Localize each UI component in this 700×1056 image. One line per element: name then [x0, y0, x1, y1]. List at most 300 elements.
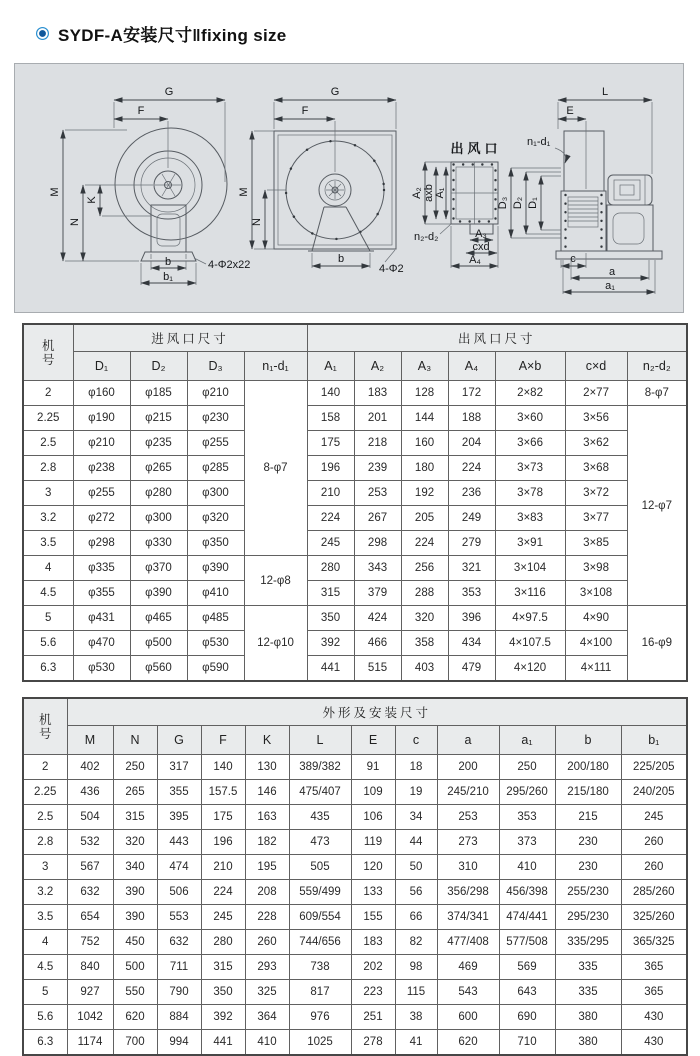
table-cell: 225/205 — [621, 755, 687, 780]
left-side-view — [49, 86, 250, 285]
table-row — [23, 980, 687, 1005]
table-cell: 315 — [307, 581, 354, 606]
table-cell: 265 — [113, 780, 157, 805]
table-row — [23, 531, 687, 556]
table-cell: 18 — [395, 755, 437, 780]
dim-label-a: a — [608, 266, 616, 278]
machine-no-line2: 号 — [38, 726, 52, 741]
table-cell: 710 — [499, 1030, 555, 1056]
table-cell: 358 — [401, 631, 448, 656]
table-cell: 373 — [499, 830, 555, 855]
table-cell: 82 — [395, 930, 437, 955]
dim-label-b-front: b — [337, 253, 345, 265]
table-cell: φ255 — [187, 431, 244, 456]
table-row — [23, 581, 687, 606]
table-cell: 245 — [307, 531, 354, 556]
table-cell: 335 — [555, 955, 621, 980]
table-cell: 175 — [307, 431, 354, 456]
table-cell: 279 — [448, 531, 495, 556]
table-row — [23, 656, 687, 682]
table-cell: 927 — [67, 980, 113, 1005]
table-cell: φ298 — [73, 531, 130, 556]
table-cell: 163 — [245, 805, 289, 830]
table-cell: φ210 — [73, 431, 130, 456]
col-header-b: b — [555, 726, 621, 755]
table-cell: φ280 — [130, 481, 187, 506]
table-cell: φ330 — [130, 531, 187, 556]
table-cell: 215 — [555, 805, 621, 830]
machine-no-cell: 3.2 — [23, 506, 73, 531]
table-cell: 817 — [289, 980, 351, 1005]
machine-no-line2: 号 — [41, 352, 55, 367]
table-cell: 180 — [401, 456, 448, 481]
table-cell: 434 — [448, 631, 495, 656]
table-cell: 245/210 — [437, 780, 499, 805]
table-cell: 115 — [395, 980, 437, 1005]
dim-label-N-left: N — [69, 218, 81, 226]
table-cell: 976 — [289, 1005, 351, 1030]
table-cell: 260 — [245, 930, 289, 955]
table-cell: 298 — [354, 531, 401, 556]
table-cell: 66 — [395, 905, 437, 930]
dim-label-L: L — [601, 86, 609, 98]
table-cell: φ530 — [73, 656, 130, 682]
table-cell: 188 — [448, 406, 495, 431]
machine-no-cell: 6.3 — [23, 1030, 67, 1056]
table-cell: 130 — [245, 755, 289, 780]
table-cell: 2×77 — [565, 381, 627, 406]
table-cell: 620 — [437, 1030, 499, 1056]
table-cell: 356/298 — [437, 880, 499, 905]
col-header-n1d1: n₁-d₁ — [244, 352, 307, 381]
table-cell: 41 — [395, 1030, 437, 1056]
table-cell: 140 — [201, 755, 245, 780]
table-cell: 402 — [67, 755, 113, 780]
col-header-a: a — [437, 726, 499, 755]
table-cell: 192 — [401, 481, 448, 506]
col-header-N: N — [113, 726, 157, 755]
table-cell: φ370 — [130, 556, 187, 581]
table-cell: 215/180 — [555, 780, 621, 805]
table-cell: 353 — [499, 805, 555, 830]
table-cell: 3×68 — [565, 456, 627, 481]
table-cell: 280 — [307, 556, 354, 581]
dim-label-A4: A₄ — [469, 254, 481, 266]
table-cell: 157.5 — [201, 780, 245, 805]
table-row — [23, 955, 687, 980]
table-cell: 577/508 — [499, 930, 555, 955]
table-cell: 317 — [157, 755, 201, 780]
table-cell: φ485 — [187, 606, 244, 631]
table-cell: 325/260 — [621, 905, 687, 930]
table-cell: 321 — [448, 556, 495, 581]
dim-label-M-left: M — [49, 187, 61, 197]
table-cell: φ185 — [130, 381, 187, 406]
table-cell: 474 — [157, 855, 201, 880]
table-cell: 288 — [401, 581, 448, 606]
dim-label-b1-left: b₁ — [163, 271, 173, 283]
dim-label-D3: D₃ — [497, 196, 509, 210]
table-cell: 250 — [113, 755, 157, 780]
table-cell: φ390 — [187, 556, 244, 581]
table-cell: 4×111 — [565, 656, 627, 682]
dim-label-c: c — [570, 253, 576, 265]
table-cell: 119 — [351, 830, 395, 855]
table-cell: 340 — [113, 855, 157, 880]
machine-no-cell: 3 — [23, 855, 67, 880]
table-cell: 240/205 — [621, 780, 687, 805]
table-cell: 260 — [621, 830, 687, 855]
table-cell: 325 — [245, 980, 289, 1005]
table-cell: φ335 — [73, 556, 130, 581]
table-cell: 2×82 — [495, 381, 565, 406]
table-cell: 224 — [307, 506, 354, 531]
table-cell: 643 — [499, 980, 555, 1005]
table-cell: 410 — [499, 855, 555, 880]
table-cell: 310 — [437, 855, 499, 880]
table-cell: 335/295 — [555, 930, 621, 955]
table-cell: 200 — [437, 755, 499, 780]
table-cell: 430 — [621, 1030, 687, 1056]
table-cell: 182 — [245, 830, 289, 855]
table-cell: 738 — [289, 955, 351, 980]
table-cell: 424 — [354, 606, 401, 631]
table-cell: 550 — [113, 980, 157, 1005]
machine-no-cell: 2.8 — [23, 830, 67, 855]
table-cell: 380 — [555, 1030, 621, 1056]
table-cell: 515 — [354, 656, 401, 682]
table-cell: 255/230 — [555, 880, 621, 905]
table-row — [23, 905, 687, 930]
table-cell: 441 — [201, 1030, 245, 1056]
table-cell: 208 — [245, 880, 289, 905]
table-cell: 469 — [437, 955, 499, 980]
table-cell: φ238 — [73, 456, 130, 481]
front-view — [238, 86, 404, 275]
n1d1-cell: 8-φ7 — [244, 381, 307, 556]
technical-drawing — [15, 64, 683, 312]
table-cell: φ590 — [187, 656, 244, 682]
table-cell: 253 — [354, 481, 401, 506]
table-cell: 278 — [351, 1030, 395, 1056]
table-cell: 752 — [67, 930, 113, 955]
hole-note-front: 4-Φ2 — [379, 263, 404, 275]
table-row — [23, 830, 687, 855]
table-row — [23, 805, 687, 830]
table-cell: 196 — [201, 830, 245, 855]
table-cell: φ160 — [73, 381, 130, 406]
table-cell: 253 — [437, 805, 499, 830]
drawing-panel — [14, 63, 684, 313]
table-cell: 396 — [448, 606, 495, 631]
table-cell: φ255 — [73, 481, 130, 506]
table-cell: 364 — [245, 1005, 289, 1030]
page-title: SYDF-A安装尺寸‖fixing size — [58, 26, 287, 45]
table-cell: φ210 — [187, 381, 244, 406]
table-cell: 200/180 — [555, 755, 621, 780]
table-row — [23, 631, 687, 656]
table-cell: 315 — [113, 805, 157, 830]
table-cell: 654 — [67, 905, 113, 930]
table-cell: 410 — [245, 1030, 289, 1056]
dim-label-D2: D₂ — [512, 196, 524, 210]
table-cell: 133 — [351, 880, 395, 905]
table-cell: 3×85 — [565, 531, 627, 556]
table-cell: 91 — [351, 755, 395, 780]
table-row — [23, 606, 687, 631]
dim-label-axb: axb — [423, 184, 435, 202]
table-cell: 609/554 — [289, 905, 351, 930]
table-cell: 392 — [201, 1005, 245, 1030]
table-cell: φ285 — [187, 456, 244, 481]
table-cell: 569 — [499, 955, 555, 980]
table-cell: 4×120 — [495, 656, 565, 682]
table-cell: 711 — [157, 955, 201, 980]
table-cell: 790 — [157, 980, 201, 1005]
table-cell: 4×90 — [565, 606, 627, 631]
col-header-Axb: A×b — [495, 352, 565, 381]
table-row — [23, 456, 687, 481]
side-view-with-motor — [497, 86, 662, 294]
inlet-size-group-header: 进风口尺寸 — [73, 324, 307, 352]
table-cell: 443 — [157, 830, 201, 855]
col-header-c: c — [395, 726, 437, 755]
table-cell: 1174 — [67, 1030, 113, 1056]
outlet-size-group-header: 出风口尺寸 — [307, 324, 687, 352]
machine-no-cell: 2 — [23, 755, 67, 780]
table-cell: 260 — [621, 855, 687, 880]
machine-no-line1: 机 — [38, 712, 52, 727]
table2-body — [23, 755, 687, 1056]
dim-label-A2: A₂ — [411, 187, 423, 199]
table-cell: 450 — [113, 930, 157, 955]
table-cell: 120 — [351, 855, 395, 880]
table1-body — [23, 381, 687, 682]
machine-no-cell: 3 — [23, 481, 73, 506]
dim-label-A3: A₃ — [475, 228, 487, 240]
dim-label-a1: a₁ — [605, 280, 615, 292]
machine-no-cell: 2 — [23, 381, 73, 406]
table-cell: 365 — [621, 955, 687, 980]
table-cell: 140 — [307, 381, 354, 406]
table-cell: 50 — [395, 855, 437, 880]
table-cell: 505 — [289, 855, 351, 880]
table-cell: 320 — [113, 830, 157, 855]
table-cell: φ350 — [187, 531, 244, 556]
table-cell: 239 — [354, 456, 401, 481]
machine-no-header — [23, 698, 67, 755]
table-cell: 224 — [401, 531, 448, 556]
table-cell: 160 — [401, 431, 448, 456]
dim-label-F-left: F — [137, 105, 145, 117]
table-cell: 3×66 — [495, 431, 565, 456]
table-cell: 1025 — [289, 1030, 351, 1056]
table-cell: 3×104 — [495, 556, 565, 581]
dim-label-F-front: F — [301, 105, 309, 117]
table-cell: 466 — [354, 631, 401, 656]
table-cell: φ235 — [130, 431, 187, 456]
machine-no-cell: 2.25 — [23, 406, 73, 431]
table-cell: φ500 — [130, 631, 187, 656]
table-cell: φ390 — [130, 581, 187, 606]
table-cell: 335 — [555, 980, 621, 1005]
table-cell: 390 — [113, 880, 157, 905]
table-cell: 3×72 — [565, 481, 627, 506]
col-header-cxd: c×d — [565, 352, 627, 381]
table-cell: 632 — [67, 880, 113, 905]
table-cell: 350 — [307, 606, 354, 631]
table-cell: 144 — [401, 406, 448, 431]
n2d2-cell: 12-φ7 — [627, 406, 687, 606]
table-cell: 690 — [499, 1005, 555, 1030]
table-cell: 175 — [201, 805, 245, 830]
machine-no-cell: 2.5 — [23, 805, 67, 830]
table-cell: 320 — [401, 606, 448, 631]
table-row — [23, 506, 687, 531]
table-cell: φ190 — [73, 406, 130, 431]
table-row — [23, 930, 687, 955]
table-cell: 477/408 — [437, 930, 499, 955]
table-cell: 201 — [354, 406, 401, 431]
n2d2-cell: 16-φ9 — [627, 606, 687, 682]
table-cell: φ465 — [130, 606, 187, 631]
machine-no-cell: 4.5 — [23, 581, 73, 606]
table-cell: 34 — [395, 805, 437, 830]
table-cell: 267 — [354, 506, 401, 531]
table-cell: 205 — [401, 506, 448, 531]
outlet-detail — [411, 141, 502, 268]
table-cell: φ530 — [187, 631, 244, 656]
table-cell: 365/325 — [621, 930, 687, 955]
machine-no-cell: 5.6 — [23, 631, 73, 656]
table-cell: 19 — [395, 780, 437, 805]
dim-label-D1: D₁ — [527, 197, 539, 209]
table-row — [23, 780, 687, 805]
n1d1-cell: 12-φ8 — [244, 556, 307, 606]
n2d2-cell: 8-φ7 — [627, 381, 687, 406]
col-header-M: M — [67, 726, 113, 755]
table-cell: 475/407 — [289, 780, 351, 805]
table-cell: 395 — [157, 805, 201, 830]
table-cell: 250 — [499, 755, 555, 780]
table-cell: 98 — [395, 955, 437, 980]
table-cell: 392 — [307, 631, 354, 656]
table-cell: 435 — [289, 805, 351, 830]
table-cell: 230 — [555, 855, 621, 880]
table-cell: 3×91 — [495, 531, 565, 556]
table-cell: φ320 — [187, 506, 244, 531]
table-cell: 994 — [157, 1030, 201, 1056]
table-cell: 210 — [201, 855, 245, 880]
table-cell: 473 — [289, 830, 351, 855]
table-cell: 224 — [201, 880, 245, 905]
machine-no-cell: 2.25 — [23, 780, 67, 805]
table-cell: 355 — [157, 780, 201, 805]
col-header-D3: D₃ — [187, 352, 244, 381]
table-cell: 350 — [201, 980, 245, 1005]
n1d1-cell: 12-φ10 — [244, 606, 307, 682]
table-cell: 365 — [621, 980, 687, 1005]
table-cell: 204 — [448, 431, 495, 456]
table-cell: 236 — [448, 481, 495, 506]
dim-label-A1: A₁ — [434, 187, 446, 199]
col-header-A3: A₃ — [401, 352, 448, 381]
table-cell: 251 — [351, 1005, 395, 1030]
table-cell: 210 — [307, 481, 354, 506]
dim-label-G-left: G — [164, 86, 174, 98]
table-cell: 620 — [113, 1005, 157, 1030]
table-cell: 146 — [245, 780, 289, 805]
table-cell: 228 — [245, 905, 289, 930]
table-cell: φ230 — [187, 406, 244, 431]
col-header-E: E — [351, 726, 395, 755]
table-cell: 172 — [448, 381, 495, 406]
table-cell: 202 — [351, 955, 395, 980]
table-cell: 504 — [67, 805, 113, 830]
table-cell: 553 — [157, 905, 201, 930]
dim-label-b-left: b — [164, 256, 172, 268]
col-header-L: L — [289, 726, 351, 755]
table-row — [23, 1030, 687, 1056]
col-header-G: G — [157, 726, 201, 755]
table-cell: 436 — [67, 780, 113, 805]
table-cell: 293 — [245, 955, 289, 980]
table-cell: 280 — [201, 930, 245, 955]
table-row — [23, 855, 687, 880]
table-cell: 380 — [555, 1005, 621, 1030]
dim-label-E: E — [566, 105, 574, 117]
col-header-A2: A₂ — [354, 352, 401, 381]
col-header-A4: A₄ — [448, 352, 495, 381]
table-cell: 379 — [354, 581, 401, 606]
table-cell: 506 — [157, 880, 201, 905]
table-cell: 700 — [113, 1030, 157, 1056]
table-cell: 3×77 — [565, 506, 627, 531]
dim-label-N-front: N — [251, 218, 263, 226]
machine-no-cell: 5 — [23, 980, 67, 1005]
table-cell: 3×62 — [565, 431, 627, 456]
table-cell: 249 — [448, 506, 495, 531]
machine-no-cell: 3.5 — [23, 905, 67, 930]
table-cell: 479 — [448, 656, 495, 682]
table-cell: 3×78 — [495, 481, 565, 506]
machine-no-cell: 4.5 — [23, 955, 67, 980]
table-row — [23, 556, 687, 581]
table-row — [23, 431, 687, 456]
table-cell: φ560 — [130, 656, 187, 682]
table-cell: 430 — [621, 1005, 687, 1030]
machine-no-cell: 4 — [23, 930, 67, 955]
machine-no-cell: 5.6 — [23, 1005, 67, 1030]
table-cell: 3×56 — [565, 406, 627, 431]
table-cell: 1042 — [67, 1005, 113, 1030]
table-cell: 4×100 — [565, 631, 627, 656]
table-row — [23, 755, 687, 780]
table-cell: 106 — [351, 805, 395, 830]
table-cell: 230 — [555, 830, 621, 855]
table-cell: 218 — [354, 431, 401, 456]
table-cell: 3×60 — [495, 406, 565, 431]
col-header-a1: a₁ — [499, 726, 555, 755]
table-cell: 4×97.5 — [495, 606, 565, 631]
col-header-D1: D₁ — [73, 352, 130, 381]
col-header-n2d2: n₂-d₂ — [627, 352, 687, 381]
table-cell: 474/441 — [499, 905, 555, 930]
table-cell: 353 — [448, 581, 495, 606]
dim-label-G-front: G — [330, 86, 340, 98]
table-cell: 44 — [395, 830, 437, 855]
table-cell: φ410 — [187, 581, 244, 606]
